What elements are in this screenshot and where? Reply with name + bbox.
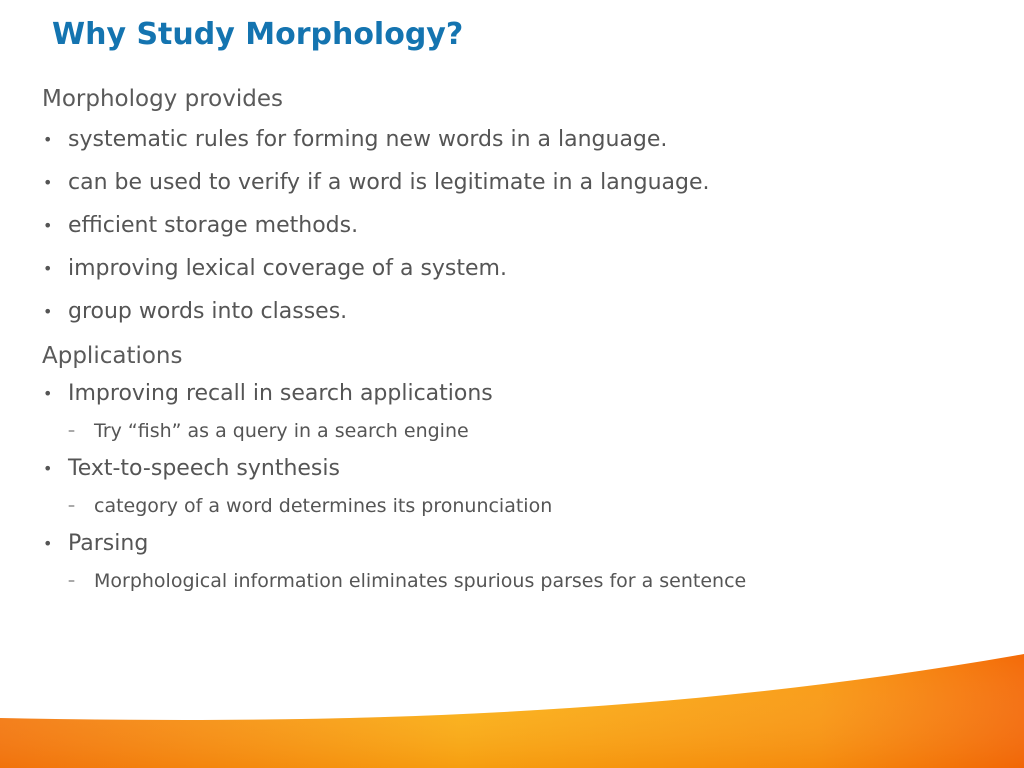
sub-item-text: category of a word determines its pronunciation [94, 495, 553, 517]
bullet-text: improving lexical coverage of a system. [68, 256, 507, 281]
list-item [42, 118, 1002, 161]
bullet-dot-icon: • [43, 259, 53, 278]
section-heading-applications: Applications [42, 343, 183, 369]
sub-item-text: Morphological information eliminates spurious parses for a sentence [94, 570, 747, 592]
bullet-dot-icon: • [43, 384, 53, 403]
list-item [42, 204, 1002, 247]
slide-content [42, 80, 1002, 600]
bullet-text: group words into classes. [68, 299, 348, 324]
bullet-text: systematic rules for forming new words in a language. [68, 127, 668, 152]
bullet-dot-icon: • [43, 130, 53, 149]
section-heading-morphology-provides: Morphology provides [42, 86, 283, 112]
bullet-text: Text-to-speech synthesis [68, 456, 340, 481]
bullet-dot-icon: • [43, 216, 53, 235]
list-item [42, 450, 1002, 488]
dash-icon: – [68, 498, 75, 514]
sub-list-item [42, 563, 1002, 600]
dash-icon: – [68, 423, 75, 439]
list-item [42, 525, 1002, 563]
slide-title: Why Study Morphology? [52, 17, 464, 52]
list-item [42, 247, 1002, 290]
bullet-dot-icon: • [43, 459, 53, 478]
bullet-text: Parsing [68, 531, 149, 556]
list-item [42, 375, 1002, 413]
list-item [42, 161, 1002, 204]
decorative-orange-wave [0, 640, 1024, 768]
bullet-dot-icon: • [43, 534, 53, 553]
applications-list [42, 375, 1002, 600]
sub-list-item [42, 488, 1002, 525]
bullet-text: can be used to verify if a word is legitimate in a language. [68, 170, 710, 195]
bullet-dot-icon: • [43, 302, 53, 321]
sub-item-text: Try “fish” as a query in a search engine [94, 420, 469, 442]
provides-list [42, 118, 1002, 333]
list-item [42, 290, 1002, 333]
dash-icon: – [68, 573, 75, 589]
bullet-text: efficient storage methods. [68, 213, 359, 238]
bullet-text: Improving recall in search applications [68, 381, 493, 406]
sub-list-item [42, 413, 1002, 450]
bullet-dot-icon: • [43, 173, 53, 192]
